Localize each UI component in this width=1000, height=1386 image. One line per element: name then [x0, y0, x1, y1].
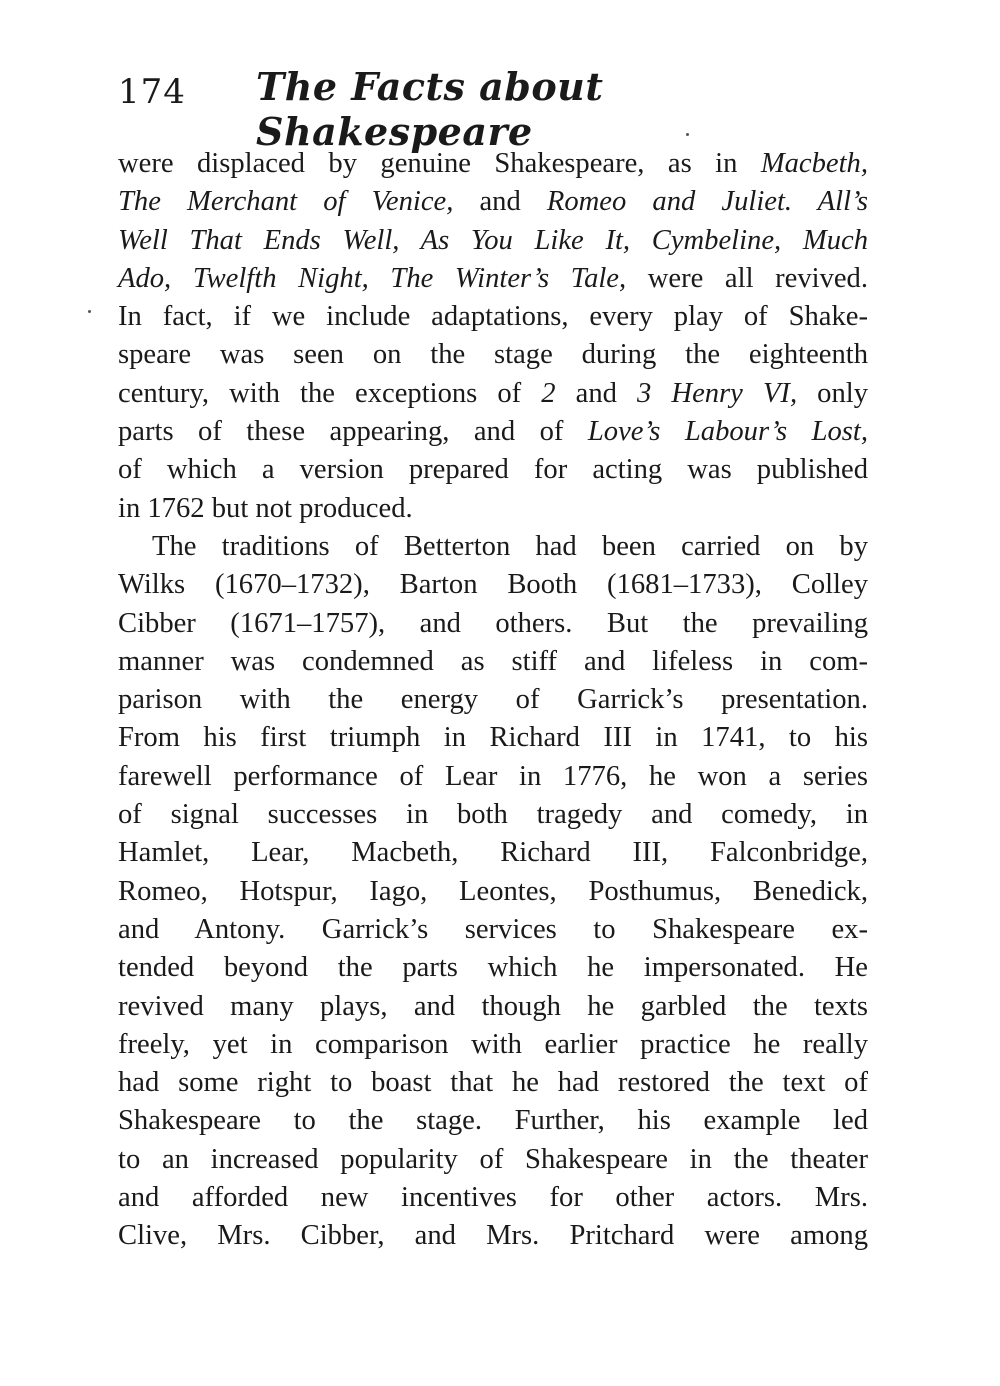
text-run: century, with the exceptions of [118, 377, 542, 409]
text-line: From his first triumph in Richard III in 1741, to his [118, 722, 868, 754]
italic-run: Macbeth, [760, 148, 868, 179]
body-text [118, 145, 868, 1256]
text-line: manner was condemned as stiff and lifeless in com- [118, 645, 868, 677]
text-line: freely, yet in comparison with earlier practice he really [118, 1028, 868, 1060]
text-line [118, 490, 868, 528]
text-line [118, 451, 868, 489]
text-line: to an increased popularity of Shakespeare in the theater [118, 1143, 868, 1175]
text-line: Wilks (1670–1732), Barton Booth (1681–1733), Colley [118, 569, 868, 601]
italic-run: 2 [541, 377, 556, 409]
text-run: and [453, 186, 547, 218]
text-run: In fact, if we include adaptations, every play of Shake- [118, 301, 868, 333]
running-title: The Facts about Shakespeare [256, 64, 604, 154]
text-line: revived many plays, and though he garbled the texts [118, 990, 868, 1022]
text-run: only [797, 377, 869, 409]
text-run: of which a version prepared for acting was published [118, 454, 868, 486]
italic-run: 3 Henry VI, [637, 377, 798, 409]
paragraph-1 [118, 145, 868, 528]
text-line: had some right to boast that he had restored the text of [118, 1067, 868, 1099]
italic-run: Love’s Labour’s Lost, [587, 416, 868, 448]
text-run: were all revived. [626, 262, 869, 294]
italic-run: The Merchant of Venice, [118, 186, 454, 218]
print-speck [686, 133, 689, 136]
text-line: The traditions of Betterton had been carried on by [152, 530, 868, 562]
text-line: parison with the energy of Garrick’s presentation. [118, 684, 868, 716]
text-run: speare was seen on the stage during the eighteenth [118, 339, 868, 371]
text-line [118, 222, 868, 260]
text-line: and afforded new incentives for other actors. Mrs. [118, 1182, 868, 1214]
text-line [118, 298, 868, 336]
text-line [118, 145, 868, 183]
text-line: tended beyond the parts which he impersonated. He [118, 952, 868, 984]
text-run: parts of these appearing, and of [118, 416, 588, 448]
text-line [118, 260, 868, 298]
text-line [118, 336, 868, 374]
text-run: were displaced by genuine Shakespeare, as in [118, 148, 761, 179]
page-header [118, 62, 878, 154]
page-number: 174 [118, 72, 186, 112]
text-line: and Antony. Garrick’s services to Shakespeare ex- [118, 913, 868, 945]
text-line: Romeo, Hotspur, Iago, Leontes, Posthumus, Benedick, [118, 875, 868, 907]
text-run: in 1762 but not produced. [118, 492, 413, 524]
text-line: Cibber (1671–1757), and others. But the prevailing [118, 607, 868, 639]
text-line: Shakespeare to the stage. Further, his example led [118, 1105, 868, 1137]
print-speck [88, 310, 91, 313]
paragraph-2 [118, 528, 868, 1256]
italic-run: Well That Ends Well, As You Like It, Cymbeline, Much [118, 224, 868, 256]
italic-run: Romeo and Juliet. All’s [546, 186, 868, 218]
italic-run: Ado, Twelfth Night, The Winter’s Tale, [118, 262, 627, 294]
text-line: farewell performance of Lear in 1776, he won a series [118, 760, 868, 792]
text-line [118, 413, 868, 451]
text-line: Clive, Mrs. Cibber, and Mrs. Pritchard were among [118, 1220, 868, 1252]
text-run: and [555, 377, 638, 409]
text-line: Hamlet, Lear, Macbeth, Richard III, Falconbridge, [118, 837, 868, 869]
text-line [118, 375, 868, 413]
text-line: of signal successes in both tragedy and comedy, in [118, 799, 868, 831]
text-line [118, 183, 868, 221]
